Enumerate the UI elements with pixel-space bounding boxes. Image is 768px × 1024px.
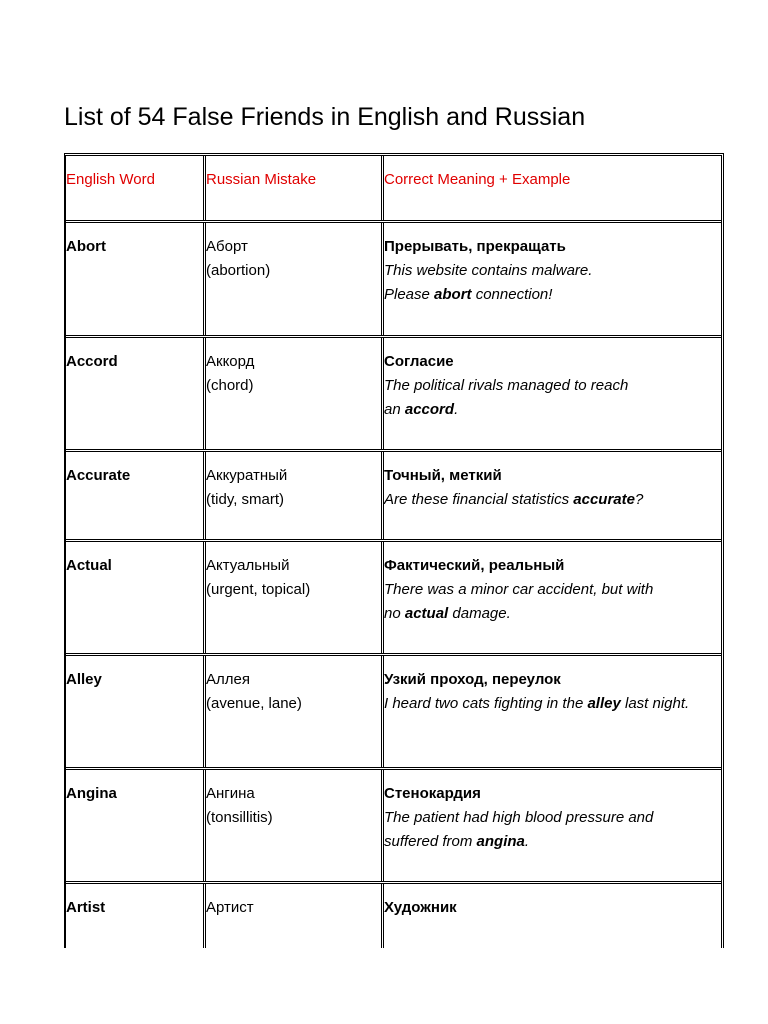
correct-meaning: Точный, меткий: [384, 467, 502, 484]
correct-meaning: Стенокардия: [384, 785, 481, 802]
example-keyword: accurate: [573, 491, 635, 508]
correct-meaning: Согласие: [384, 353, 454, 370]
english-word: Artist: [66, 899, 106, 916]
russian-gloss: (tidy, smart): [206, 491, 285, 508]
header-russian-mistake: Russian Mistake: [203, 156, 381, 220]
document-title: List of 54 False Friends in English and Russian: [64, 103, 586, 131]
table-row: [66, 884, 721, 948]
russian-word: Аккорд: [206, 353, 255, 370]
correct-meaning: Прерывать, прекращать: [384, 238, 566, 255]
correct-meaning: Художник: [384, 899, 457, 916]
example-sentence: Are these financial statistics accurate?: [384, 491, 644, 508]
english-word: Accurate: [66, 467, 131, 484]
english-word: Accord: [66, 353, 118, 370]
russian-gloss: (avenue, lane): [206, 695, 302, 712]
example-sentence: Please abort connection!: [384, 286, 553, 303]
english-word: Alley: [66, 671, 102, 688]
false-friends-table: [64, 153, 724, 948]
table-header-row: [66, 156, 721, 223]
example-sentence: suffered from angina.: [384, 833, 530, 850]
english-word: Abort: [66, 238, 106, 255]
example-line: There was a minor car accident, but with: [384, 581, 654, 598]
russian-word: Аккуратный: [206, 467, 288, 484]
table-row: [66, 542, 721, 656]
russian-gloss: (tonsillitis): [206, 809, 273, 826]
russian-word: Ангина: [206, 785, 255, 802]
russian-word: Аборт: [206, 238, 248, 255]
example-keyword: actual: [404, 605, 449, 622]
english-word: Angina: [66, 785, 117, 802]
russian-gloss: (abortion): [206, 262, 271, 279]
russian-gloss: (chord): [206, 377, 254, 394]
example-keyword: abort: [434, 286, 472, 303]
example-sentence: no actual damage.: [384, 605, 511, 622]
header-english-word: English Word: [66, 171, 155, 188]
example-sentence: an accord.: [384, 401, 459, 418]
russian-word: Аллея: [206, 671, 250, 688]
english-word: Actual: [66, 557, 112, 574]
correct-meaning: Узкий проход, переулок: [384, 671, 561, 688]
example-line: This website contains malware.: [384, 262, 593, 279]
example-line: The political rivals managed to reach: [384, 377, 629, 394]
example-sentence: I heard two cats fighting in the alley last night.: [384, 695, 690, 712]
table-row: [66, 770, 721, 884]
table-row: [66, 338, 721, 452]
table-row: [66, 223, 721, 338]
table-row: [66, 452, 721, 542]
example-keyword: angina: [476, 833, 525, 850]
example-keyword: accord: [404, 401, 455, 418]
russian-gloss: (urgent, topical): [206, 581, 311, 598]
table-row: [66, 656, 721, 770]
header-correct-meaning: Correct Meaning + Example: [381, 156, 721, 220]
example-line: The patient had high blood pressure and: [384, 809, 654, 826]
example-keyword: alley: [587, 695, 621, 712]
russian-word: Артист: [206, 899, 254, 916]
correct-meaning: Фактический, реальный: [384, 557, 565, 574]
russian-word: Актуальный: [206, 557, 290, 574]
